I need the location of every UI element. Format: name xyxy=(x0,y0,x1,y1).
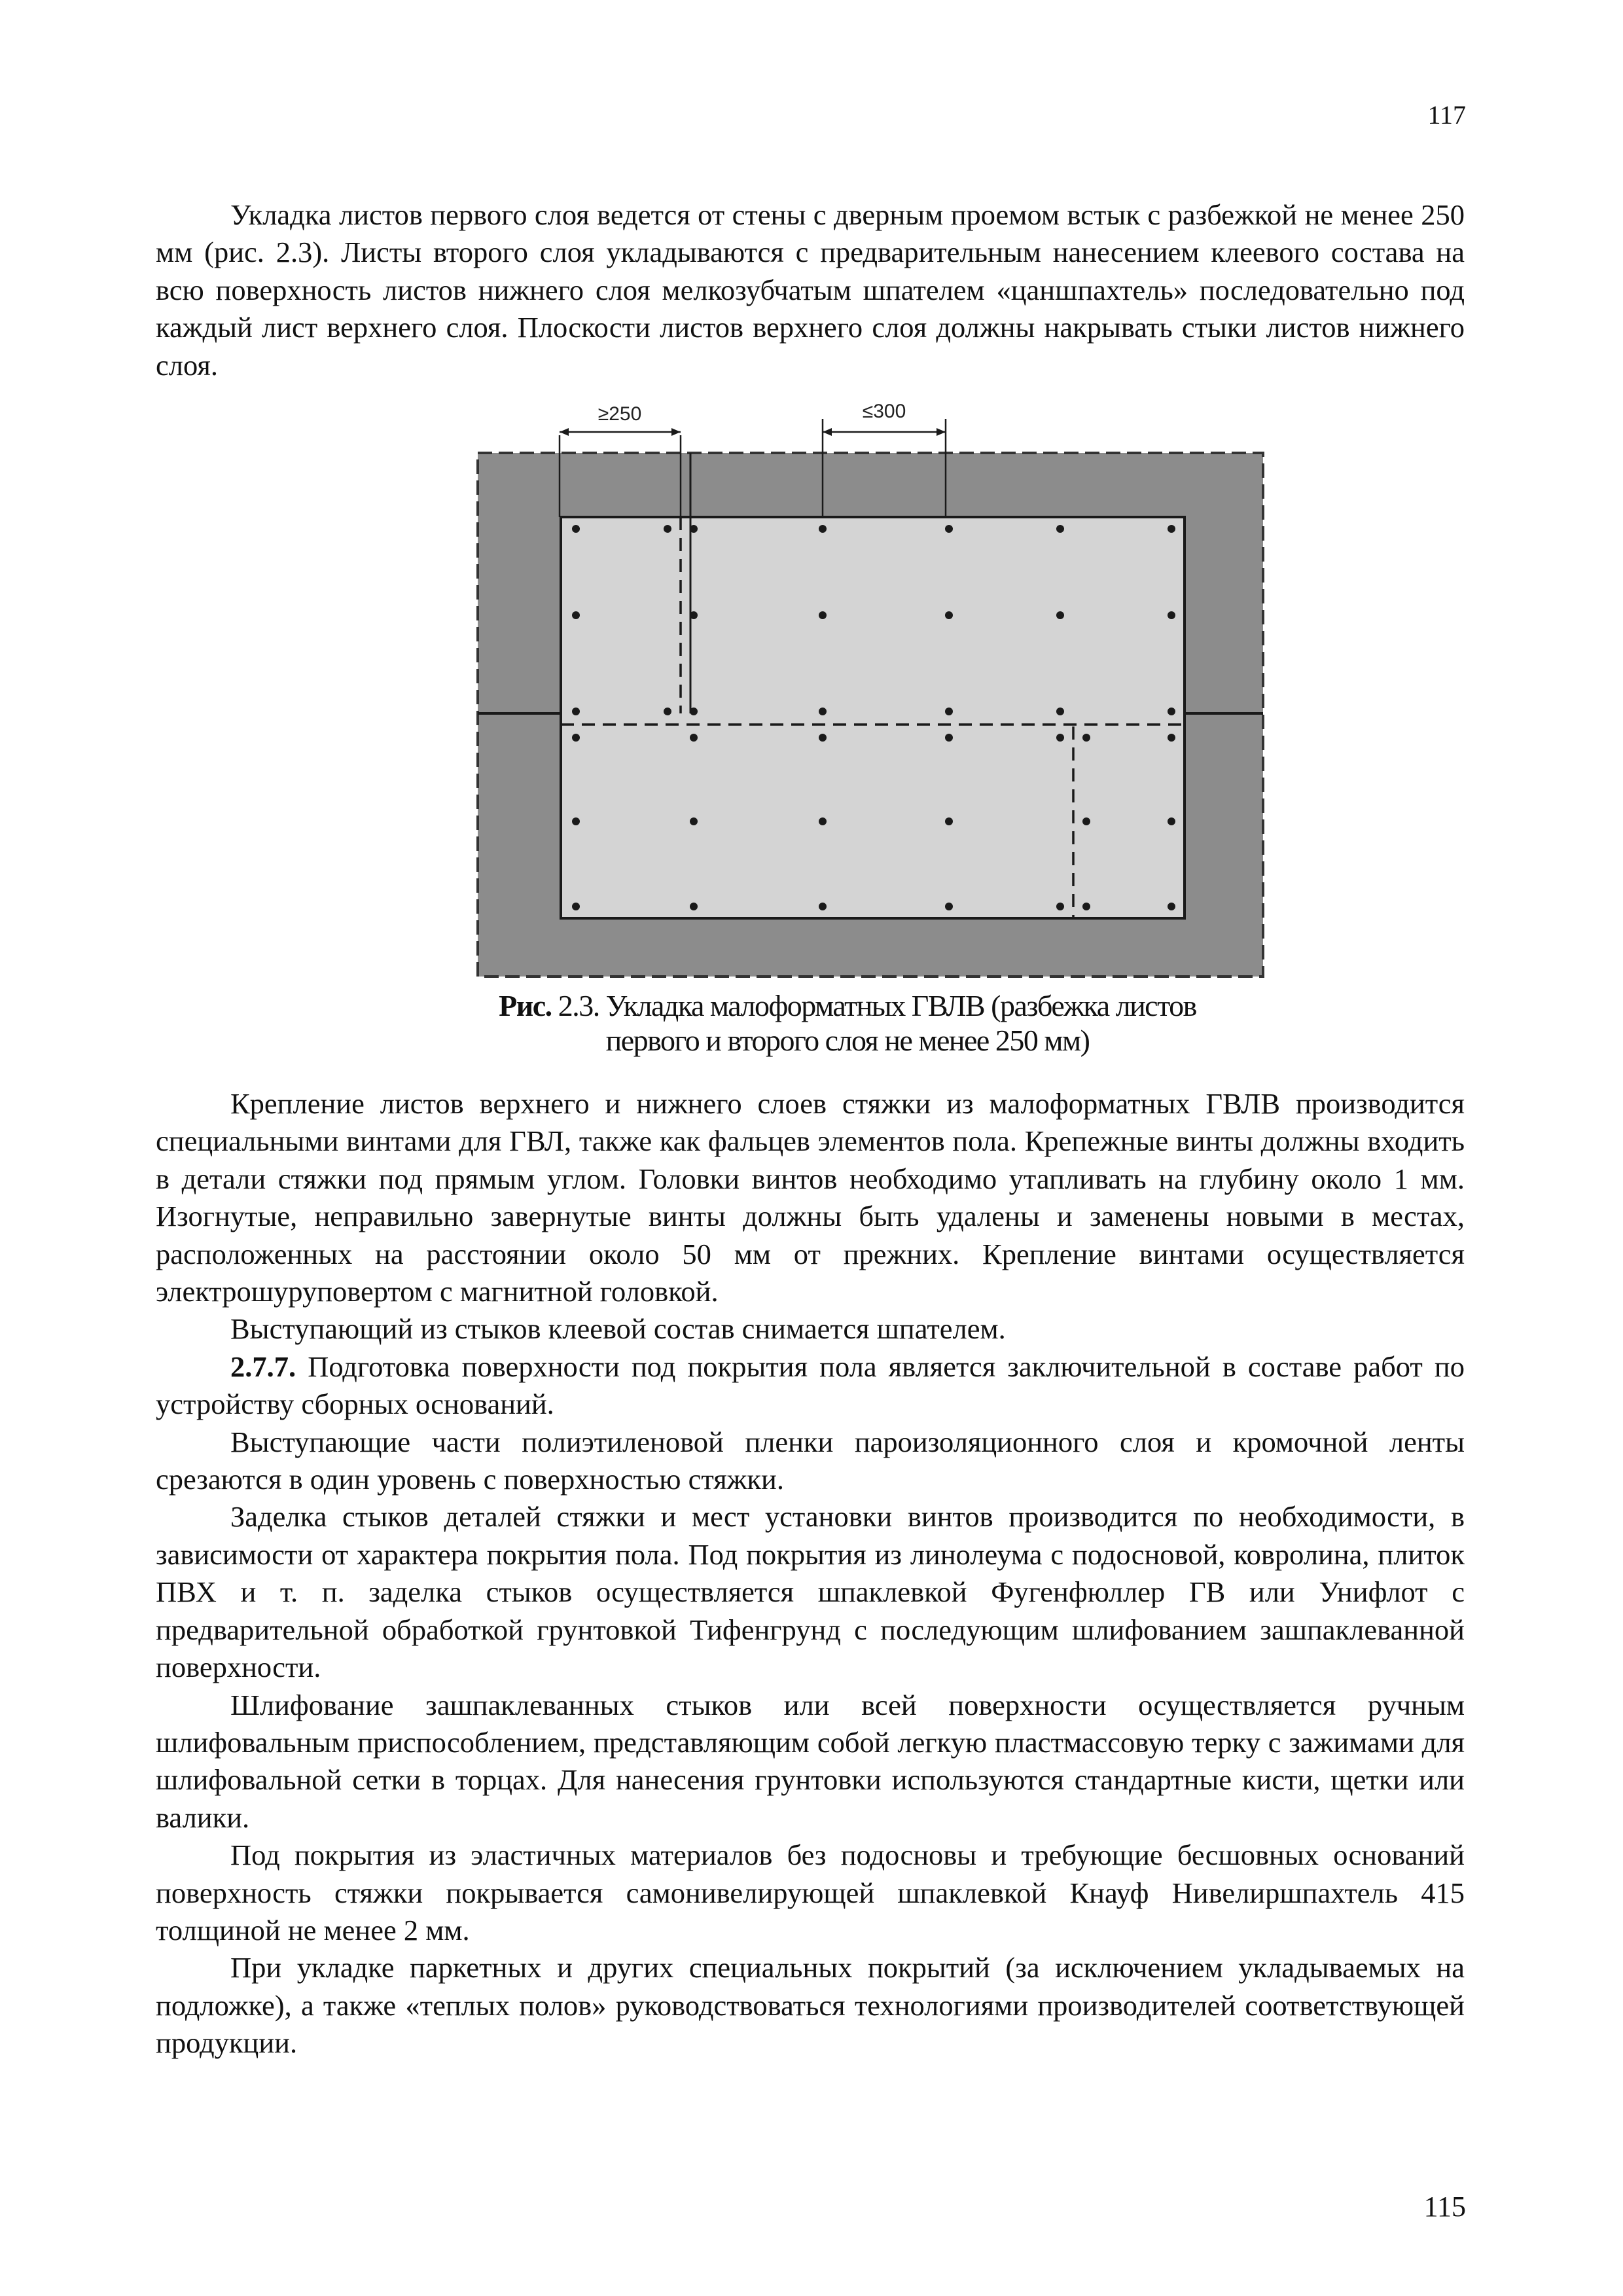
screw-dot xyxy=(572,611,580,619)
screw-dot xyxy=(690,525,698,533)
screw-dot xyxy=(819,611,827,619)
caption-prefix: Рис. xyxy=(499,989,552,1022)
screw-dot xyxy=(945,817,953,825)
screw-dot xyxy=(819,903,827,910)
screw-dot xyxy=(1082,817,1090,825)
screw-dot xyxy=(690,817,698,825)
paragraph: Крепление листов верхнего и нижнего слоев стяжки из малоформатных ГВЛВ производится специальными винтами для ГВЛ, также как фальцев элементов пола. Крепежные винты должны входить в детали стяжки под прямым углом. Головки винтов необходимо утапливать на глубину около 1 мм. Изогнутые, неправильно завернутые винты должны быть удалены и заменены новыми в местах, расположенных на расстоянии около 50 мм от прежних. Крепление винтами осуществляется электрошуруповертом с магнитной головкой. xyxy=(156,1087,1465,1308)
caption-line-2: первого и второго слоя не менее 250 мм) xyxy=(605,1024,1090,1057)
screw-dot xyxy=(945,734,953,742)
screw-dot xyxy=(1168,734,1175,742)
screw-dot xyxy=(945,525,953,533)
figure-drawing xyxy=(458,386,1283,988)
page-number-top: 117 xyxy=(1427,100,1466,130)
screw-dot xyxy=(1056,903,1064,910)
section-paragraph: 2.7.7. Подготовка поверхности под покрытия пола является заключительной в составе работ по устройству сборных оснований. xyxy=(156,1350,1465,1421)
screw-dot xyxy=(572,903,580,910)
screw-dot xyxy=(945,611,953,619)
screw-dot xyxy=(1056,611,1064,619)
screw-dot xyxy=(945,708,953,715)
screw-dot xyxy=(690,903,698,910)
screw-dot xyxy=(1056,734,1064,742)
figure-sheet-layout xyxy=(458,386,1283,988)
screw-dot xyxy=(819,708,827,715)
paragraph: Выступающий из стыков клеевой состав снимается шпателем. xyxy=(230,1312,1006,1346)
paragraph: Укладка листов первого слоя ведется от стены с дверным проемом встык с разбежкой не менее 250 мм (рис. 2.3). Листы второго слоя укладываются с предварительным нанесением клеевого состава на всю поверхность листов нижнего слоя мелкозубчатым шпателем «цаншпахтель» последовательно под каждый лист верхнего слоя. Плоскости листов верхнего слоя должны накрывать стыки листов нижнего слоя. xyxy=(156,198,1465,382)
screw-dot xyxy=(819,817,827,825)
dimension-right-label: ≤300 xyxy=(862,401,906,422)
paragraph: При укладке паркетных и других специальных покрытий (за исключением укладываемых на подложке), а также «теплых полов» руководствоваться технологиями производителей соответствующей продукции. xyxy=(156,1951,1465,2060)
screw-dot xyxy=(1056,525,1064,533)
dimension-left-label: ≥250 xyxy=(597,403,642,425)
text-block-top xyxy=(156,196,1465,384)
paragraph: Шлифование зашпаклеванных стыков или всей поверхности осуществляется ручным шлифовальным приспособлением, представляющим собой легкую пластмассовую терку с зажимами для шлифовальной сетки в торцах. Для нанесения грунтовки используются стандартные кисти, щетки или валики. xyxy=(156,1688,1465,1834)
paragraph: Выступающие части полиэтиленовой пленки пароизоляционного слоя и кромочной ленты срезаются в один уровень с поверхностью стяжки. xyxy=(156,1425,1465,1496)
screw-dot xyxy=(1168,708,1175,715)
screw-dot xyxy=(1168,525,1175,533)
screw-dot xyxy=(1168,611,1175,619)
screw-dot xyxy=(1056,708,1064,715)
screw-dot xyxy=(690,708,698,715)
screw-dot xyxy=(572,525,580,533)
caption-line-1: 2.3. Укладка малоформатных ГВЛВ (разбежка листов xyxy=(551,989,1196,1022)
page-number-bottom: 115 xyxy=(1423,2191,1466,2223)
screw-dot xyxy=(572,734,580,742)
screw-dot xyxy=(572,708,580,715)
screw-dot xyxy=(945,903,953,910)
screw-dot xyxy=(690,611,698,619)
paragraph: Заделка стыков деталей стяжки и мест установки винтов производится по необходимости, в зависимости от характера покрытия пола. Под покрытия из линолеума с подосновой, ковролина, плиток ПВХ и т. п. заделка стыков осуществляется шпаклевкой Фугенфюллер ГВ или Унифлот с предварительной обработкой грунтовкой Тифенгрунд с последующим шлифованием зашпаклеванной поверхности. xyxy=(156,1500,1465,1684)
screw-dot xyxy=(572,817,580,825)
screw-dot xyxy=(1082,903,1090,910)
text-block-main xyxy=(156,1085,1465,2062)
screw-dot xyxy=(690,734,698,742)
screw-dot xyxy=(819,734,827,742)
screw-dot xyxy=(819,525,827,533)
paragraph: Под покрытия из эластичных материалов без подосновы и требующие бесшовных оснований поверхность стяжки покрывается самонивелирующей шпаклевкой Кнауф Нивелиршпахтель 415 толщиной не менее 2 мм. xyxy=(156,1839,1465,1946)
screw-dot xyxy=(664,708,671,715)
screw-dot xyxy=(664,525,671,533)
section-number: 2.7.7. xyxy=(230,1350,296,1383)
screw-dot xyxy=(1082,734,1090,742)
screw-dot xyxy=(1168,817,1175,825)
sheet-area xyxy=(561,517,1185,918)
figure-caption xyxy=(419,988,1276,1058)
screw-dot xyxy=(1168,903,1175,910)
